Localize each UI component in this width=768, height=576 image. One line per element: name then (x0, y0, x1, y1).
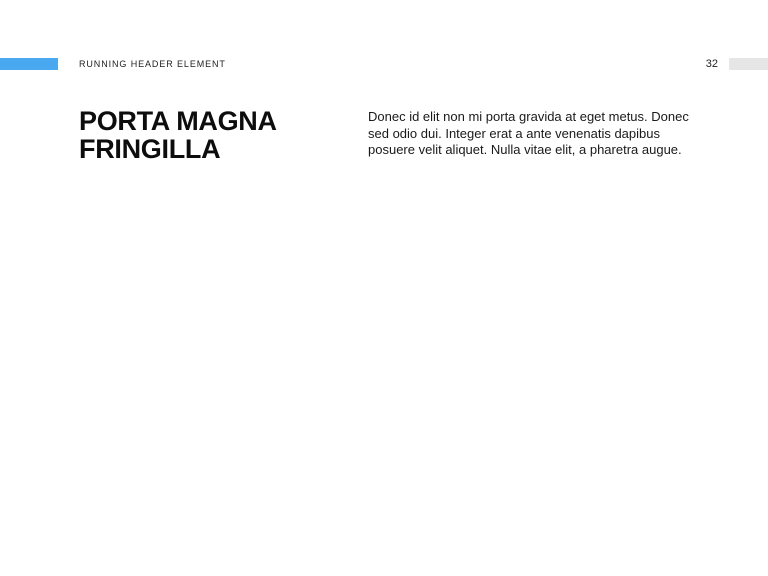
accent-bar-right (729, 58, 768, 70)
page-title-line: PORTA MAGNA (79, 106, 277, 136)
body-paragraph (368, 109, 713, 159)
body-line: posuere velit aliquet. Nulla vitae elit, a pharetra augue. (368, 142, 682, 157)
page-title-line: FRINGILLA (79, 134, 221, 164)
accent-bar-left (0, 58, 58, 70)
running-header: RUNNING HEADER ELEMENT (79, 59, 226, 69)
body-line: sed odio dui. Integer erat a ante venenatis dapibus (368, 125, 660, 141)
page-title (79, 107, 339, 163)
body-line: Donec id elit non mi porta gravida at eget metus. Donec (368, 109, 689, 124)
page-number: 32 (705, 58, 718, 70)
